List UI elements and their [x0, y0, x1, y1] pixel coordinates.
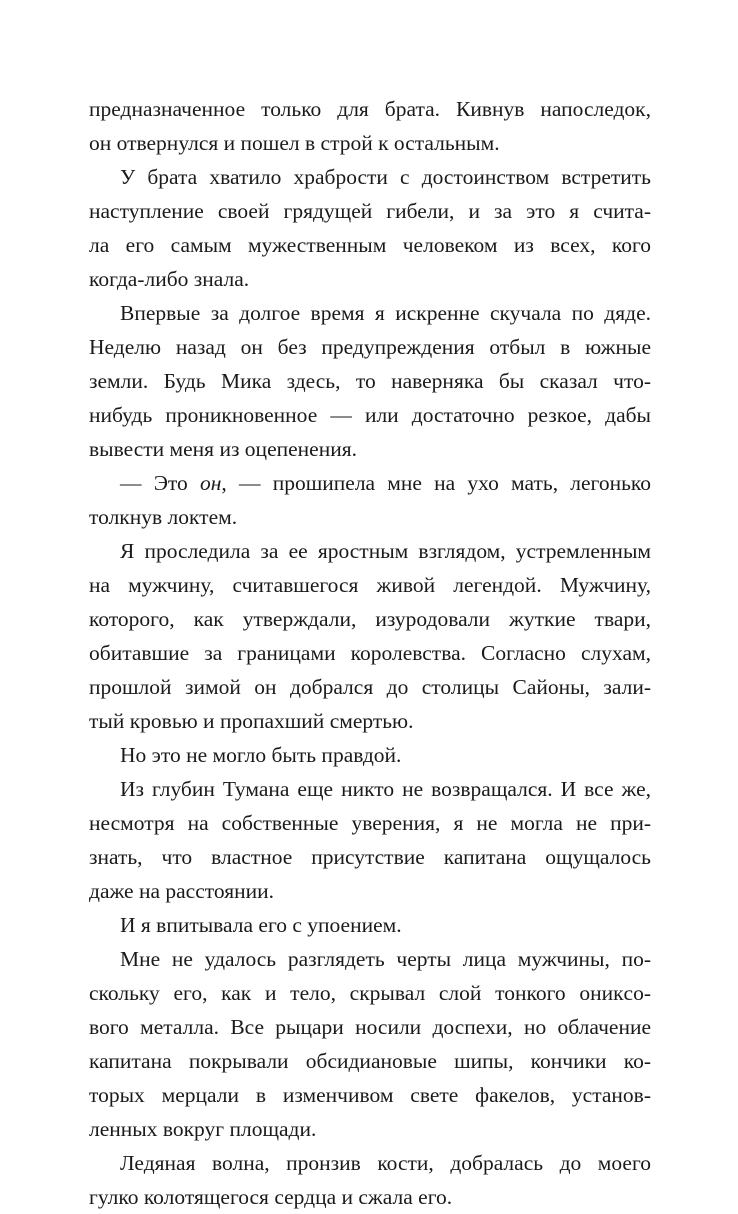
text-line: он отвернулся и пошел в строй к остальным.	[89, 131, 500, 155]
text-line: наступление своей грядущей гибели, и за это я счита-	[89, 199, 651, 223]
text-line: тый кровью и пропахший смертью.	[89, 709, 414, 733]
text-line: гулко колотящегося сердца и сжала его.	[89, 1185, 453, 1209]
text-line: скольку его, как и тело, скрывал слой тонкого оникco-	[89, 981, 651, 1005]
text-line: вывести меня из оцепенения.	[89, 437, 357, 461]
text-line: даже на расстоянии.	[89, 879, 275, 903]
text-line: земли. Будь Мика здесь, то наверняка бы сказал что-	[89, 369, 651, 393]
text-line-with-emphasis: — Это он, — прошипела мне на ухо мать, легонько	[120, 471, 652, 495]
book-page	[89, 92, 651, 1214]
text-line: которого, как утверждали, изуродовали жуткие твари,	[89, 607, 651, 631]
text-line: У брата хватило храбрости с достоинством встретить	[120, 165, 651, 189]
text-line: когда-либо знала.	[89, 267, 250, 291]
text-line: И я впитывала его с упоением.	[120, 913, 402, 937]
text-line: Я проследила за ее яростным взглядом, устремленным	[120, 539, 651, 563]
text-line: Из глубин Тумана еще никто не возвращался. И все же,	[120, 777, 651, 801]
text-line: обитавшие за границами королевства. Согласно слухам,	[89, 641, 651, 665]
text-line: на мужчину, считавшегося живой легендой. Мужчину,	[89, 573, 651, 597]
text-line: знать, что властное присутствие капитана ощущалось	[89, 845, 651, 869]
text-line: толкнув локтем.	[89, 505, 238, 529]
text-line: ленных вокруг площади.	[89, 1117, 317, 1141]
text-line: Мне не удалось разглядеть черты лица мужчины, по-	[120, 947, 651, 971]
text-line: ла его самым мужественным человеком из всех, кого	[89, 233, 651, 257]
text-line: капитана покрывали обсидиановые шипы, кончики ко-	[89, 1049, 651, 1073]
text-line: вого металла. Все рыцари носили доспехи, но облачение	[89, 1015, 651, 1039]
text-line: Неделю назад он без предупреждения отбыл в южные	[89, 335, 651, 359]
emphasis: он	[199, 471, 222, 495]
text-line: несмотря на собственные уверения, я не могла не при-	[89, 811, 651, 835]
text-line: прошлой зимой он добрался до столицы Сайоны, зали-	[89, 675, 651, 699]
text-line: Но это не могло быть правдой.	[120, 743, 402, 767]
text-line: предназначенное только для брата. Кивнув напоследок,	[89, 97, 651, 121]
text-line: торых мерцали в изменчивом свете факелов, установ-	[89, 1083, 651, 1107]
text-line: Впервые за долгое время я искренне скучала по дяде.	[120, 301, 651, 325]
text-line: нибудь проникновенное — или достаточно резкое, дабы	[89, 403, 651, 427]
text-line: Ледяная волна, пронзив кости, добралась до моего	[120, 1151, 651, 1175]
